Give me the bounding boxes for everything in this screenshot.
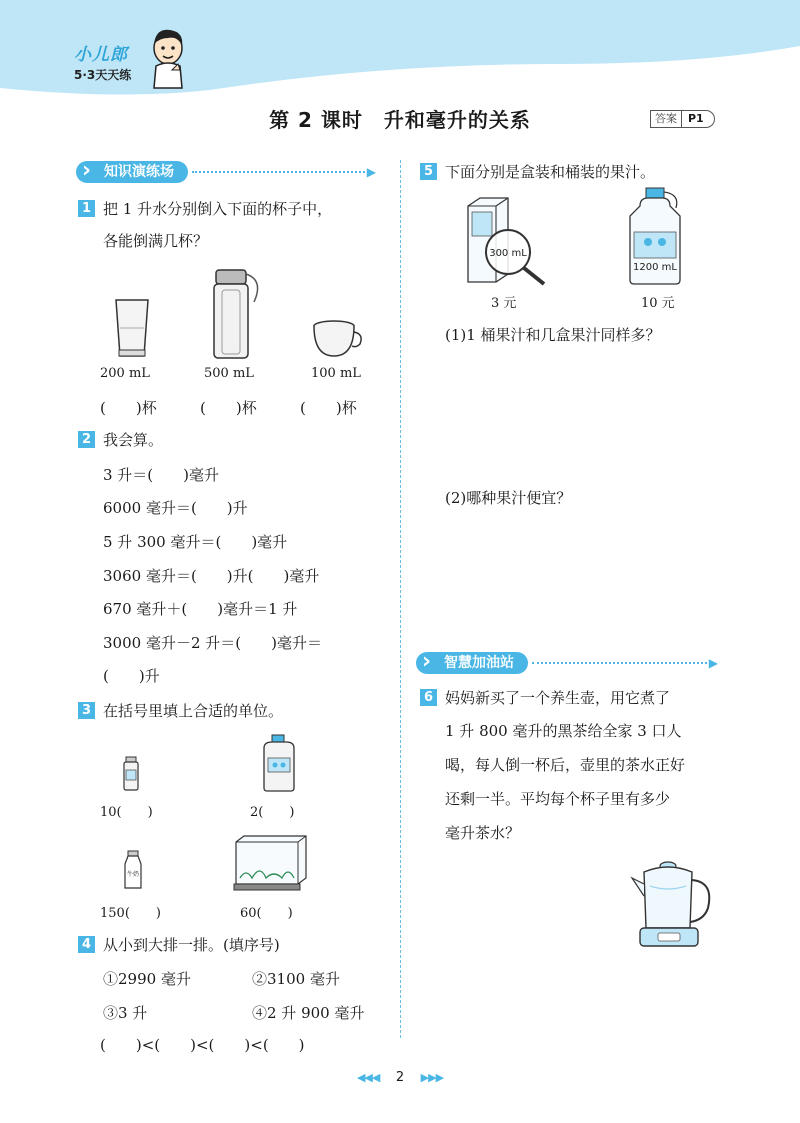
q4-order-blanks[interactable]: ( )<( )<( )<( )	[100, 1036, 305, 1054]
section-knowledge	[76, 160, 376, 184]
q1-volume-1: 200 mL	[100, 366, 150, 381]
brand-series: 5·3天天练	[74, 68, 132, 82]
fish-tank-icon	[232, 834, 310, 892]
glass-icon	[114, 298, 150, 360]
q1-answer-blank-1[interactable]: ( )杯	[100, 399, 157, 417]
juice-box-magnifier-icon	[464, 194, 550, 286]
q6-text-line4: 还剩一半。平均每个杯子里有多少	[445, 790, 671, 808]
prev-arrows-icon: ◀◀◀	[356, 1071, 380, 1084]
q3-prompt: 在括号里填上合适的单位。	[103, 702, 284, 720]
q4-option-4: ④2 升 900 毫升	[252, 1004, 365, 1022]
question-number-3: 3	[78, 702, 95, 719]
page-footer	[0, 1070, 800, 1085]
section-knowledge-label: › 知识演练场	[76, 161, 188, 183]
q2-line-2[interactable]: 6000 毫升＝( )升	[103, 499, 248, 517]
q2-line-6[interactable]: 3000 毫升－2 升＝( )毫升＝	[103, 634, 322, 652]
water-jug-icon	[258, 734, 300, 792]
q6-text-line2: 1 升 800 毫升的黑茶给全家 3 口人	[445, 722, 682, 740]
q4-option-1: ①2990 毫升	[103, 970, 191, 988]
arrow-right-icon: ▶	[366, 165, 376, 179]
question-number-6: 6	[420, 689, 437, 706]
kettle-icon	[630, 856, 716, 954]
q2-prompt: 我会算。	[103, 431, 164, 449]
q2-line-3[interactable]: 5 升 300 毫升＝( )毫升	[103, 533, 288, 551]
small-vial-icon	[122, 756, 140, 792]
q6-text-line1: 妈妈新买了一个养生壶，用它煮了	[445, 689, 671, 707]
arrow-right-icon: ▶	[708, 656, 718, 670]
q1-volume-3: 100 mL	[311, 366, 361, 381]
q3-item-1[interactable]: 10( )	[100, 805, 153, 820]
section-wisdom-label: › 智慧加油站	[416, 652, 528, 674]
tumbler-bottle-icon	[208, 268, 266, 360]
q1-volume-2: 500 mL	[204, 366, 254, 381]
section-wisdom	[416, 651, 718, 675]
answer-label: 答案	[650, 110, 682, 128]
q5-sub-question-2: (2)哪种果汁便宜？	[445, 489, 572, 507]
q1-answer-blank-3[interactable]: ( )杯	[300, 399, 357, 417]
q5-prompt: 下面分别是盒装和桶装的果汁。	[445, 163, 656, 181]
answer-page: P1	[682, 110, 715, 128]
q1-answer-blank-2[interactable]: ( )杯	[200, 399, 257, 417]
page-title: 第 2 课时 升和毫升的关系	[269, 108, 531, 132]
milk-bottle-icon	[122, 850, 144, 890]
q1-text-line1: 把 1 升水分别倒入下面的杯子中，	[103, 200, 333, 218]
juice-bottle-icon	[622, 186, 688, 286]
cup-icon	[312, 320, 364, 360]
q5-box-price: 3 元	[491, 296, 517, 311]
bottle-volume-label: 1200 mL	[633, 262, 677, 273]
q4-prompt: 从小到大排一排。(填序号)	[103, 936, 280, 954]
q1-text-line2: 各能倒满几杯？	[103, 232, 209, 250]
column-divider	[400, 160, 401, 1038]
q3-item-3[interactable]: 150( )	[100, 906, 161, 921]
question-number-4: 4	[78, 936, 95, 953]
answer-reference[interactable]	[650, 110, 715, 128]
q2-line-1[interactable]: 3 升＝( )毫升	[103, 466, 220, 484]
q2-line-4[interactable]: 3060 毫升＝( )升( )毫升	[103, 567, 320, 585]
mascot-boy-icon	[148, 26, 188, 88]
box-volume-label: 300 mL	[489, 248, 527, 259]
brand-logo	[74, 40, 131, 83]
q5-sub-question-1: (1)1 桶果汁和几盒果汁同样多？	[445, 326, 661, 344]
question-number-1: 1	[78, 200, 95, 217]
brand-name: 小儿郎	[74, 45, 128, 65]
question-number-5: 5	[420, 163, 437, 180]
q6-text-line3: 喝，每人倒一杯后，壶里的茶水正好	[445, 756, 686, 774]
q2-line-7[interactable]: ( )升	[103, 667, 160, 685]
q5-bottle-price: 10 元	[641, 296, 675, 311]
q4-option-2: ②3100 毫升	[252, 970, 340, 988]
q6-text-line5: 毫升茶水？	[445, 824, 521, 842]
q2-line-5[interactable]: 670 毫升＋( )毫升＝1 升	[103, 600, 298, 618]
milk-label: 牛奶	[126, 871, 140, 878]
page-number: 2	[395, 1070, 405, 1085]
question-number-2: 2	[78, 431, 95, 448]
next-arrows-icon: ▶▶▶	[420, 1071, 444, 1084]
q4-option-3: ③3 升	[103, 1004, 148, 1022]
q3-item-2[interactable]: 2( )	[250, 805, 295, 820]
q3-item-4[interactable]: 60( )	[240, 906, 293, 921]
